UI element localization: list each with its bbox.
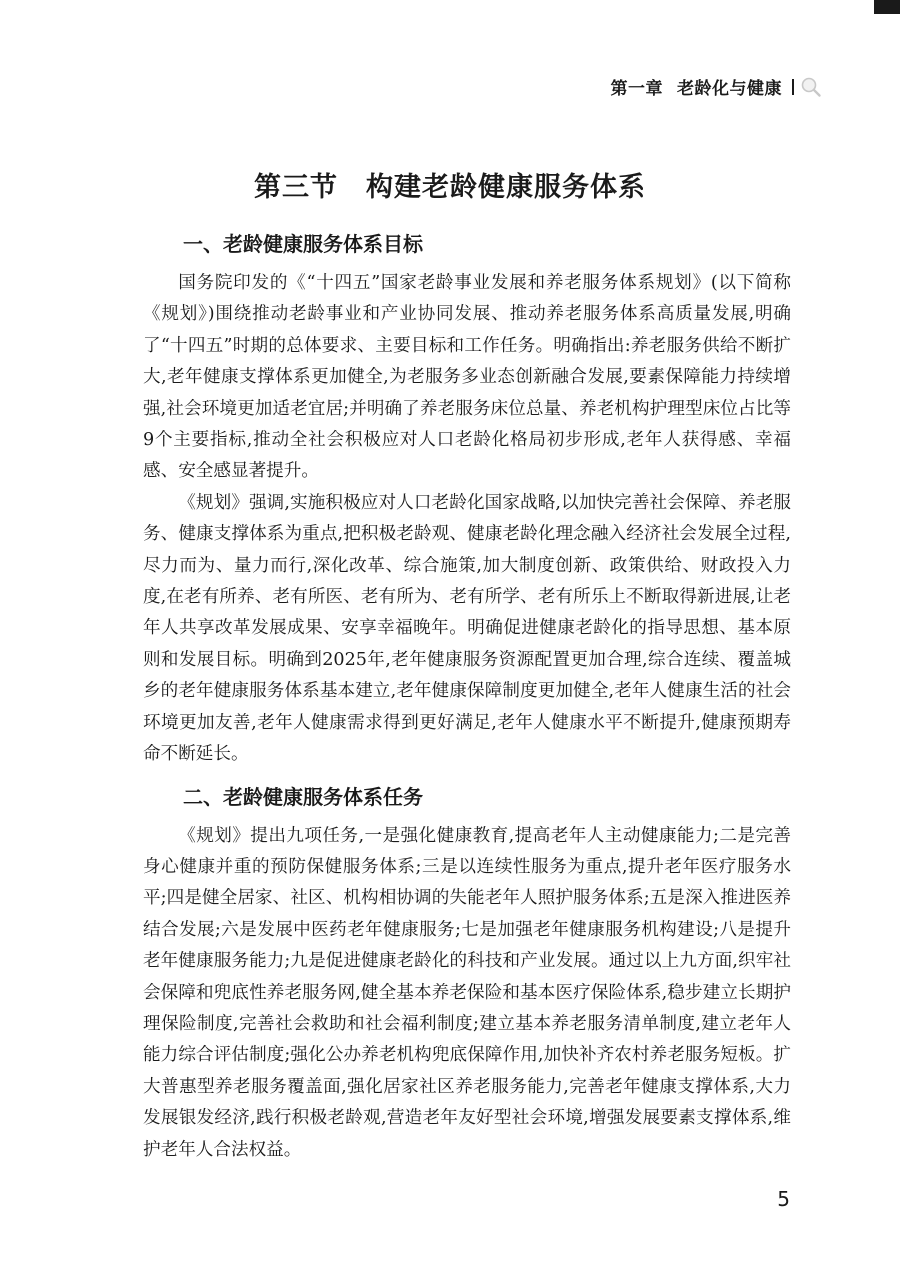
paragraph: 国务院印发的《“十四五”国家老龄事业发展和养老服务体系规划》(以下简称《规划》)围绕推动老龄事业和产业协同发展、推动养老服务体系高质量发展,明确了“十四五”时期的总体要求、主要目标和工作任务。明确指出:养老服务供给不断扩大,老年健康支撑体系更加健全,为老服务多业态创新融合发展,要素保障能力持续增强,社会环境更加适老宜居;并明确了养老服务床位总量、养老机构护理型床位占比等9个主要指标,推动全社会积极应对人口老龄化格局初步形成,老年人获得感、幸福感、安全感显著提升。 — [143, 273, 791, 482]
paragraph: 《规划》强调,实施积极应对人口老龄化国家战略,以加快完善社会保障、养老服务、健康支撑体系为重点,把积极老龄观、健康老龄化理念融入经济社会发展全过程,尽力而为、量力而行,深化改革、综合施策,加大制度创新、政策供给、财政投入力度,在老有所养、老有所医、老有所为、老有所学、老有所乐上不断取得新进展,让老年人共享改革发展成果、安享幸福晚年。明确促进健康老龄化的指导思想、基本原则和发展目标。明确到2025年,老年健康服务资源配置更加合理,综合连续、覆盖城乡的老年健康服务体系基本建立,老年健康保障制度更加健全,老年人健康生活的社会环境更加友善,老年人健康需求得到更好满足,老年人健康水平不断提升,健康预期寿命不断延长。 — [143, 492, 791, 765]
subsection-heading-tasks: 二、老龄健康服务体系任务 — [183, 784, 423, 809]
section-title — [0, 165, 900, 204]
page-number: 5 — [777, 1187, 790, 1211]
section-number: 第三节 — [254, 172, 338, 203]
search-icon — [800, 76, 822, 98]
chapter-title: 老龄化与健康 — [677, 79, 782, 99]
subsection-heading-goals: 一、老龄健康服务体系目标 — [183, 232, 423, 256]
chapter-number: 第一章 — [610, 79, 663, 99]
header-divider — [792, 79, 794, 95]
paragraph: 《规划》提出九项任务,一是强化健康教育,提高老年人主动健康能力;二是完善身心健康并重的预防保健服务体系;三是以连续性服务为重点,提升老年医疗服务水平;四是健全居家、社区、机构相协调的失能老年人照护服务体系;五是深入推进医养结合发展;六是发展中医药老年健康服务;七是加强老年健康服务机构建设;八是提升老年健康服务能力;九是促进健康老龄化的科技和产业发展。通过以上九方面,织牢社会保障和兜底性养老服务网,健全基本养老保险和基本医疗保险体系,稳步建立长期护理保险制度,完善社会救助和社会福利制度;建立基本养老服务清单制度,建立老年人能力综合评估制度;强化公办养老机构兜底保障作用,加快补齐农村养老服务短板。扩大普惠型养老服务覆盖面,强化居家社区养老服务能力,完善老年健康支撑体系,大力发展银发经济,践行积极老龄观,营造老年友好型社会环境,增强发展要素支撑体系,维护老年人合法权益。 — [143, 825, 791, 1160]
running-header — [611, 74, 823, 99]
body-content — [143, 228, 791, 1166]
section-name: 构建老龄健康服务体系 — [366, 172, 646, 203]
corner-mark — [874, 0, 900, 14]
